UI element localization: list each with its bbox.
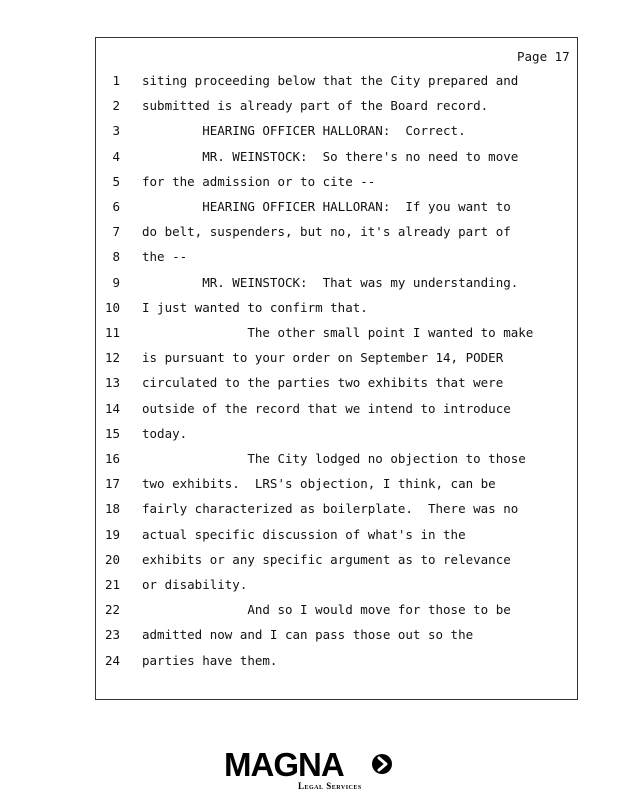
transcript-line <box>0 274 618 292</box>
logo-subtitle: Legal Services <box>298 781 362 791</box>
transcript-line <box>0 299 618 317</box>
line-number: 10 <box>104 299 120 315</box>
line-number: 15 <box>104 425 120 441</box>
line-text: fairly characterized as boilerplate. There was no <box>142 501 519 517</box>
transcript-line <box>0 475 618 493</box>
transcript-line <box>0 425 618 443</box>
line-number: 8 <box>112 249 120 265</box>
transcript-line <box>0 72 618 90</box>
line-number: 3 <box>112 123 120 139</box>
transcript-line <box>0 122 618 140</box>
transcript-line <box>0 349 618 367</box>
line-text: The City lodged no objection to those <box>142 451 526 466</box>
line-number: 5 <box>112 173 120 189</box>
transcript-line <box>0 374 618 392</box>
line-text: siting proceeding below that the City prepared and <box>142 73 519 88</box>
transcript-line <box>0 601 618 619</box>
line-text: parties have them. <box>142 652 278 668</box>
line-text: is pursuant to your order on September 14, PODER <box>142 350 504 366</box>
line-number: 6 <box>112 199 120 214</box>
line-text: or disability. <box>142 577 248 592</box>
line-number: 22 <box>104 602 120 618</box>
chevron-right-circle-icon <box>371 753 393 775</box>
line-number: 19 <box>104 526 120 542</box>
transcript-line <box>0 148 618 166</box>
line-number: 17 <box>104 476 120 492</box>
line-text: The other small point I wanted to make <box>142 325 534 340</box>
line-number: 21 <box>104 577 120 592</box>
line-number: 4 <box>112 148 120 164</box>
transcript-line <box>0 450 618 468</box>
line-text: submitted is already part of the Board record. <box>142 98 489 114</box>
line-text: admitted now and I can pass those out so the <box>142 627 474 643</box>
line-number: 9 <box>112 274 120 290</box>
transcript-line <box>0 324 618 342</box>
transcript-line <box>0 652 618 670</box>
line-text: today. <box>142 425 188 441</box>
transcript-line <box>0 626 618 644</box>
line-text: two exhibits. LRS's objection, I think, can be <box>142 476 496 492</box>
transcript-line <box>0 526 618 544</box>
company-logo <box>224 747 394 793</box>
page-number: Page 17 <box>517 49 570 64</box>
transcript-line <box>0 97 618 115</box>
line-number: 11 <box>104 325 120 340</box>
line-text: actual specific discussion of what's in the <box>142 526 466 542</box>
transcript-line <box>0 223 618 241</box>
transcript-line <box>0 500 618 518</box>
line-number: 16 <box>104 451 120 466</box>
line-text: circulated to the parties two exhibits that were <box>142 375 504 391</box>
transcript-line <box>0 400 618 418</box>
line-number: 14 <box>104 400 120 416</box>
line-text: MR. WEINSTOCK: So there's no need to move <box>142 148 519 164</box>
line-number: 7 <box>112 224 120 240</box>
line-text: outside of the record that we intend to introduce <box>142 400 511 416</box>
line-text: HEARING OFFICER HALLORAN: Correct. <box>142 123 466 139</box>
line-text: for the admission or to cite -- <box>142 173 376 189</box>
transcript-line <box>0 576 618 594</box>
line-text: MR. WEINSTOCK: That was my understanding. <box>142 274 519 290</box>
line-number: 18 <box>104 501 120 517</box>
transcript-line <box>0 198 618 216</box>
transcript-line <box>0 173 618 191</box>
line-text: do belt, suspenders, but no, it's already part of <box>142 224 511 240</box>
line-text: HEARING OFFICER HALLORAN: If you want to <box>142 199 511 214</box>
line-text: I just wanted to confirm that. <box>142 299 368 315</box>
line-text: And so I would move for those to be <box>142 602 511 618</box>
transcript-line <box>0 248 618 266</box>
line-number: 23 <box>104 627 120 643</box>
logo-wordmark: MAGNA <box>224 746 344 783</box>
line-number: 20 <box>104 551 120 567</box>
line-text: exhibits or any specific argument as to relevance <box>142 551 511 567</box>
line-number: 2 <box>112 98 120 114</box>
line-number: 1 <box>112 73 120 88</box>
line-number: 12 <box>104 350 120 366</box>
line-number: 13 <box>104 375 120 391</box>
line-text: the -- <box>142 249 188 265</box>
transcript-line <box>0 551 618 569</box>
line-number: 24 <box>104 652 120 668</box>
